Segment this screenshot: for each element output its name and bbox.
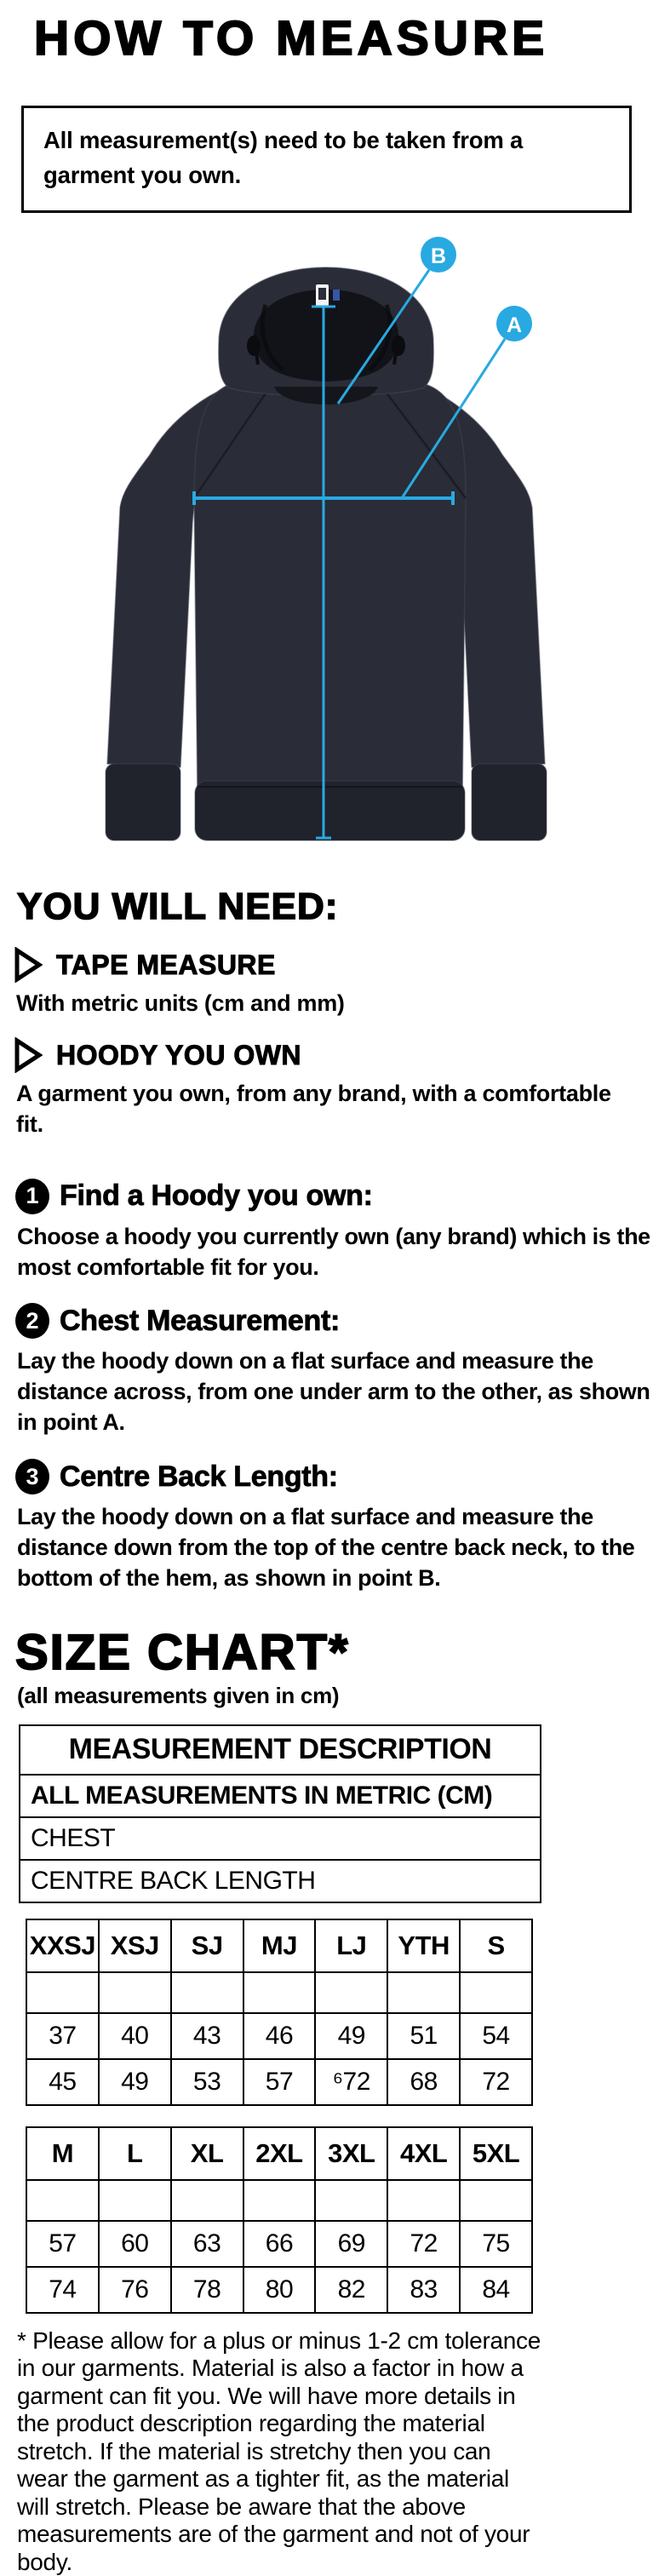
spacer-row <box>26 2180 532 2221</box>
step-title: Centre Back Length: <box>60 1460 338 1493</box>
measurement-description-table <box>19 1724 541 1903</box>
value-cell: 43 <box>171 2013 243 2059</box>
need-item-description: A garment you own, from any brand, with a comfortable fit. <box>16 1081 611 1137</box>
drawcord-toggle-right <box>392 336 405 356</box>
need-item-title: HOODY YOU OWN <box>56 1039 302 1070</box>
size-header-row <box>26 2127 532 2180</box>
value-cell: 68 <box>387 2059 460 2105</box>
step-description: Lay the hoody down on a flat surface and measure the distance across, from one under arm to the other, as shown in point A. <box>17 1348 650 1436</box>
value-cell: 60 <box>99 2221 171 2267</box>
description-table-title: MEASUREMENT DESCRIPTION <box>20 1725 541 1775</box>
brand-neck-label-print <box>318 288 326 300</box>
size-chart-heading: SIZE CHART* <box>15 1624 350 1680</box>
value-cell: 74 <box>26 2267 99 2313</box>
step-1 <box>15 1179 653 1283</box>
size-cell: SJ <box>171 1919 243 1972</box>
notice-text: All measurement(s) need to be taken from a garment you own. <box>43 126 524 189</box>
value-cell: 82 <box>315 2267 387 2313</box>
value-cell: 49 <box>315 2013 387 2059</box>
notice-box <box>21 106 632 214</box>
value-cell: 40 <box>99 2013 171 2059</box>
size-cell: 3XL <box>315 2127 387 2180</box>
size-cell: 4XL <box>387 2127 460 2180</box>
value-cell: 57 <box>243 2059 316 2105</box>
marker-a <box>496 306 532 341</box>
value-cell: 84 <box>460 2267 532 2313</box>
size-chart-note: (all measurements given in cm) <box>17 1682 340 1708</box>
value-cell: 72 <box>387 2221 460 2267</box>
adult-size-table <box>26 2126 533 2314</box>
spacer-row <box>26 1972 532 2013</box>
hoodie-left-cuff <box>106 764 180 840</box>
hoodie-measure-diagram <box>0 218 653 848</box>
value-cell: 66 <box>243 2221 316 2267</box>
size-cell: 5XL <box>460 2127 532 2180</box>
junior-size-table <box>26 1919 533 2106</box>
value-cell: 63 <box>171 2221 243 2267</box>
size-cell: XXSJ <box>26 1919 99 1972</box>
size-cell: 2XL <box>243 2127 316 2180</box>
you-will-need-section <box>0 886 653 1139</box>
tolerance-footnote: * Please allow for a plus or minus 1-2 cm tolerance in our garments. Material is also a factor in how a garment can fit you. We will have more details in the product description regarding the material stretch. If the material is stretchy then you can wear the garment as a tighter fit, as the material will stretch. Please be aware that the above measurements are of the garment and not of your body. <box>17 2326 541 2575</box>
hoodie-hem-band <box>195 781 465 840</box>
value-cell: 37 <box>26 2013 99 2059</box>
marker-b <box>421 237 456 273</box>
value-cell: 45 <box>26 2059 99 2105</box>
value-cell: 83 <box>387 2267 460 2313</box>
step-title: Chest Measurement: <box>60 1304 341 1337</box>
step-number-badge: 3 <box>15 1459 49 1495</box>
need-item-title: TAPE MEASURE <box>56 949 276 980</box>
hoodie-illustration <box>0 218 653 848</box>
need-item-hoody <box>14 1037 653 1139</box>
page-title: HOW TO MEASURE <box>34 11 549 66</box>
need-item-tape-measure <box>14 947 653 1018</box>
size-cell: M <box>26 2127 99 2180</box>
size-cell: XL <box>171 2127 243 2180</box>
back-length-values-row <box>26 2267 532 2313</box>
value-cell: 53 <box>171 2059 243 2105</box>
value-cell: 51 <box>387 2013 460 2059</box>
size-tag <box>333 290 340 301</box>
step-number-badge: 2 <box>15 1303 49 1339</box>
size-cell: YTH <box>387 1919 460 1972</box>
step-description: Lay the hoody down on a flat surface and measure the distance down from the top of the centre back neck, to the bottom of the hem, as shown in point B. <box>17 1504 635 1591</box>
chest-values-row <box>26 2013 532 2059</box>
triangle-bullet-icon <box>14 1037 43 1073</box>
size-header-row <box>26 1919 532 1972</box>
value-cell: 54 <box>460 2013 532 2059</box>
back-length-values-row <box>26 2059 532 2105</box>
chest-values-row <box>26 2221 532 2267</box>
value-cell: 49 <box>99 2059 171 2105</box>
value-cell: ⁶72 <box>315 2059 387 2105</box>
need-item-description: With metric units (cm and mm) <box>16 990 345 1017</box>
hoodie-torso <box>194 385 466 806</box>
value-cell: 72 <box>460 2059 532 2105</box>
you-will-need-heading: YOU WILL NEED: <box>17 886 339 928</box>
value-cell: 57 <box>26 2221 99 2267</box>
svg-text:A: A <box>506 313 523 338</box>
step-3 <box>15 1459 653 1594</box>
step-number-badge: 1 <box>15 1179 49 1214</box>
size-cell: S <box>460 1919 532 1972</box>
table-row <box>20 1775 541 1817</box>
value-cell: 46 <box>243 2013 316 2059</box>
value-cell: 80 <box>243 2267 316 2313</box>
size-cell: L <box>99 2127 171 2180</box>
step-title: Find a Hoody you own: <box>60 1179 373 1213</box>
step-description: Choose a hoody you currently own (any brand) which is the most comfortable fit for you. <box>17 1223 650 1280</box>
value-cell: 76 <box>99 2267 171 2313</box>
value-cell: 69 <box>315 2221 387 2267</box>
size-cell: MJ <box>243 1919 316 1972</box>
triangle-bullet-icon <box>14 947 43 983</box>
svg-text:B: B <box>430 244 447 269</box>
size-cell: XSJ <box>99 1919 171 1972</box>
step-2 <box>15 1303 653 1438</box>
value-cell: 75 <box>460 2221 532 2267</box>
steps-section <box>0 1179 653 1594</box>
hoodie-right-cuff <box>472 764 547 840</box>
metric-row: ALL MEASUREMENTS IN METRIC (CM) <box>20 1775 541 1817</box>
drawcord-toggle-left <box>247 336 261 356</box>
chest-row-label: CHEST <box>20 1817 541 1860</box>
table-row <box>20 1725 541 1775</box>
table-row <box>20 1860 541 1902</box>
back-length-row-label: CENTRE BACK LENGTH <box>20 1860 541 1902</box>
size-cell: LJ <box>315 1919 387 1972</box>
size-chart-section <box>0 1624 653 2576</box>
table-row <box>20 1817 541 1860</box>
value-cell: 78 <box>171 2267 243 2313</box>
